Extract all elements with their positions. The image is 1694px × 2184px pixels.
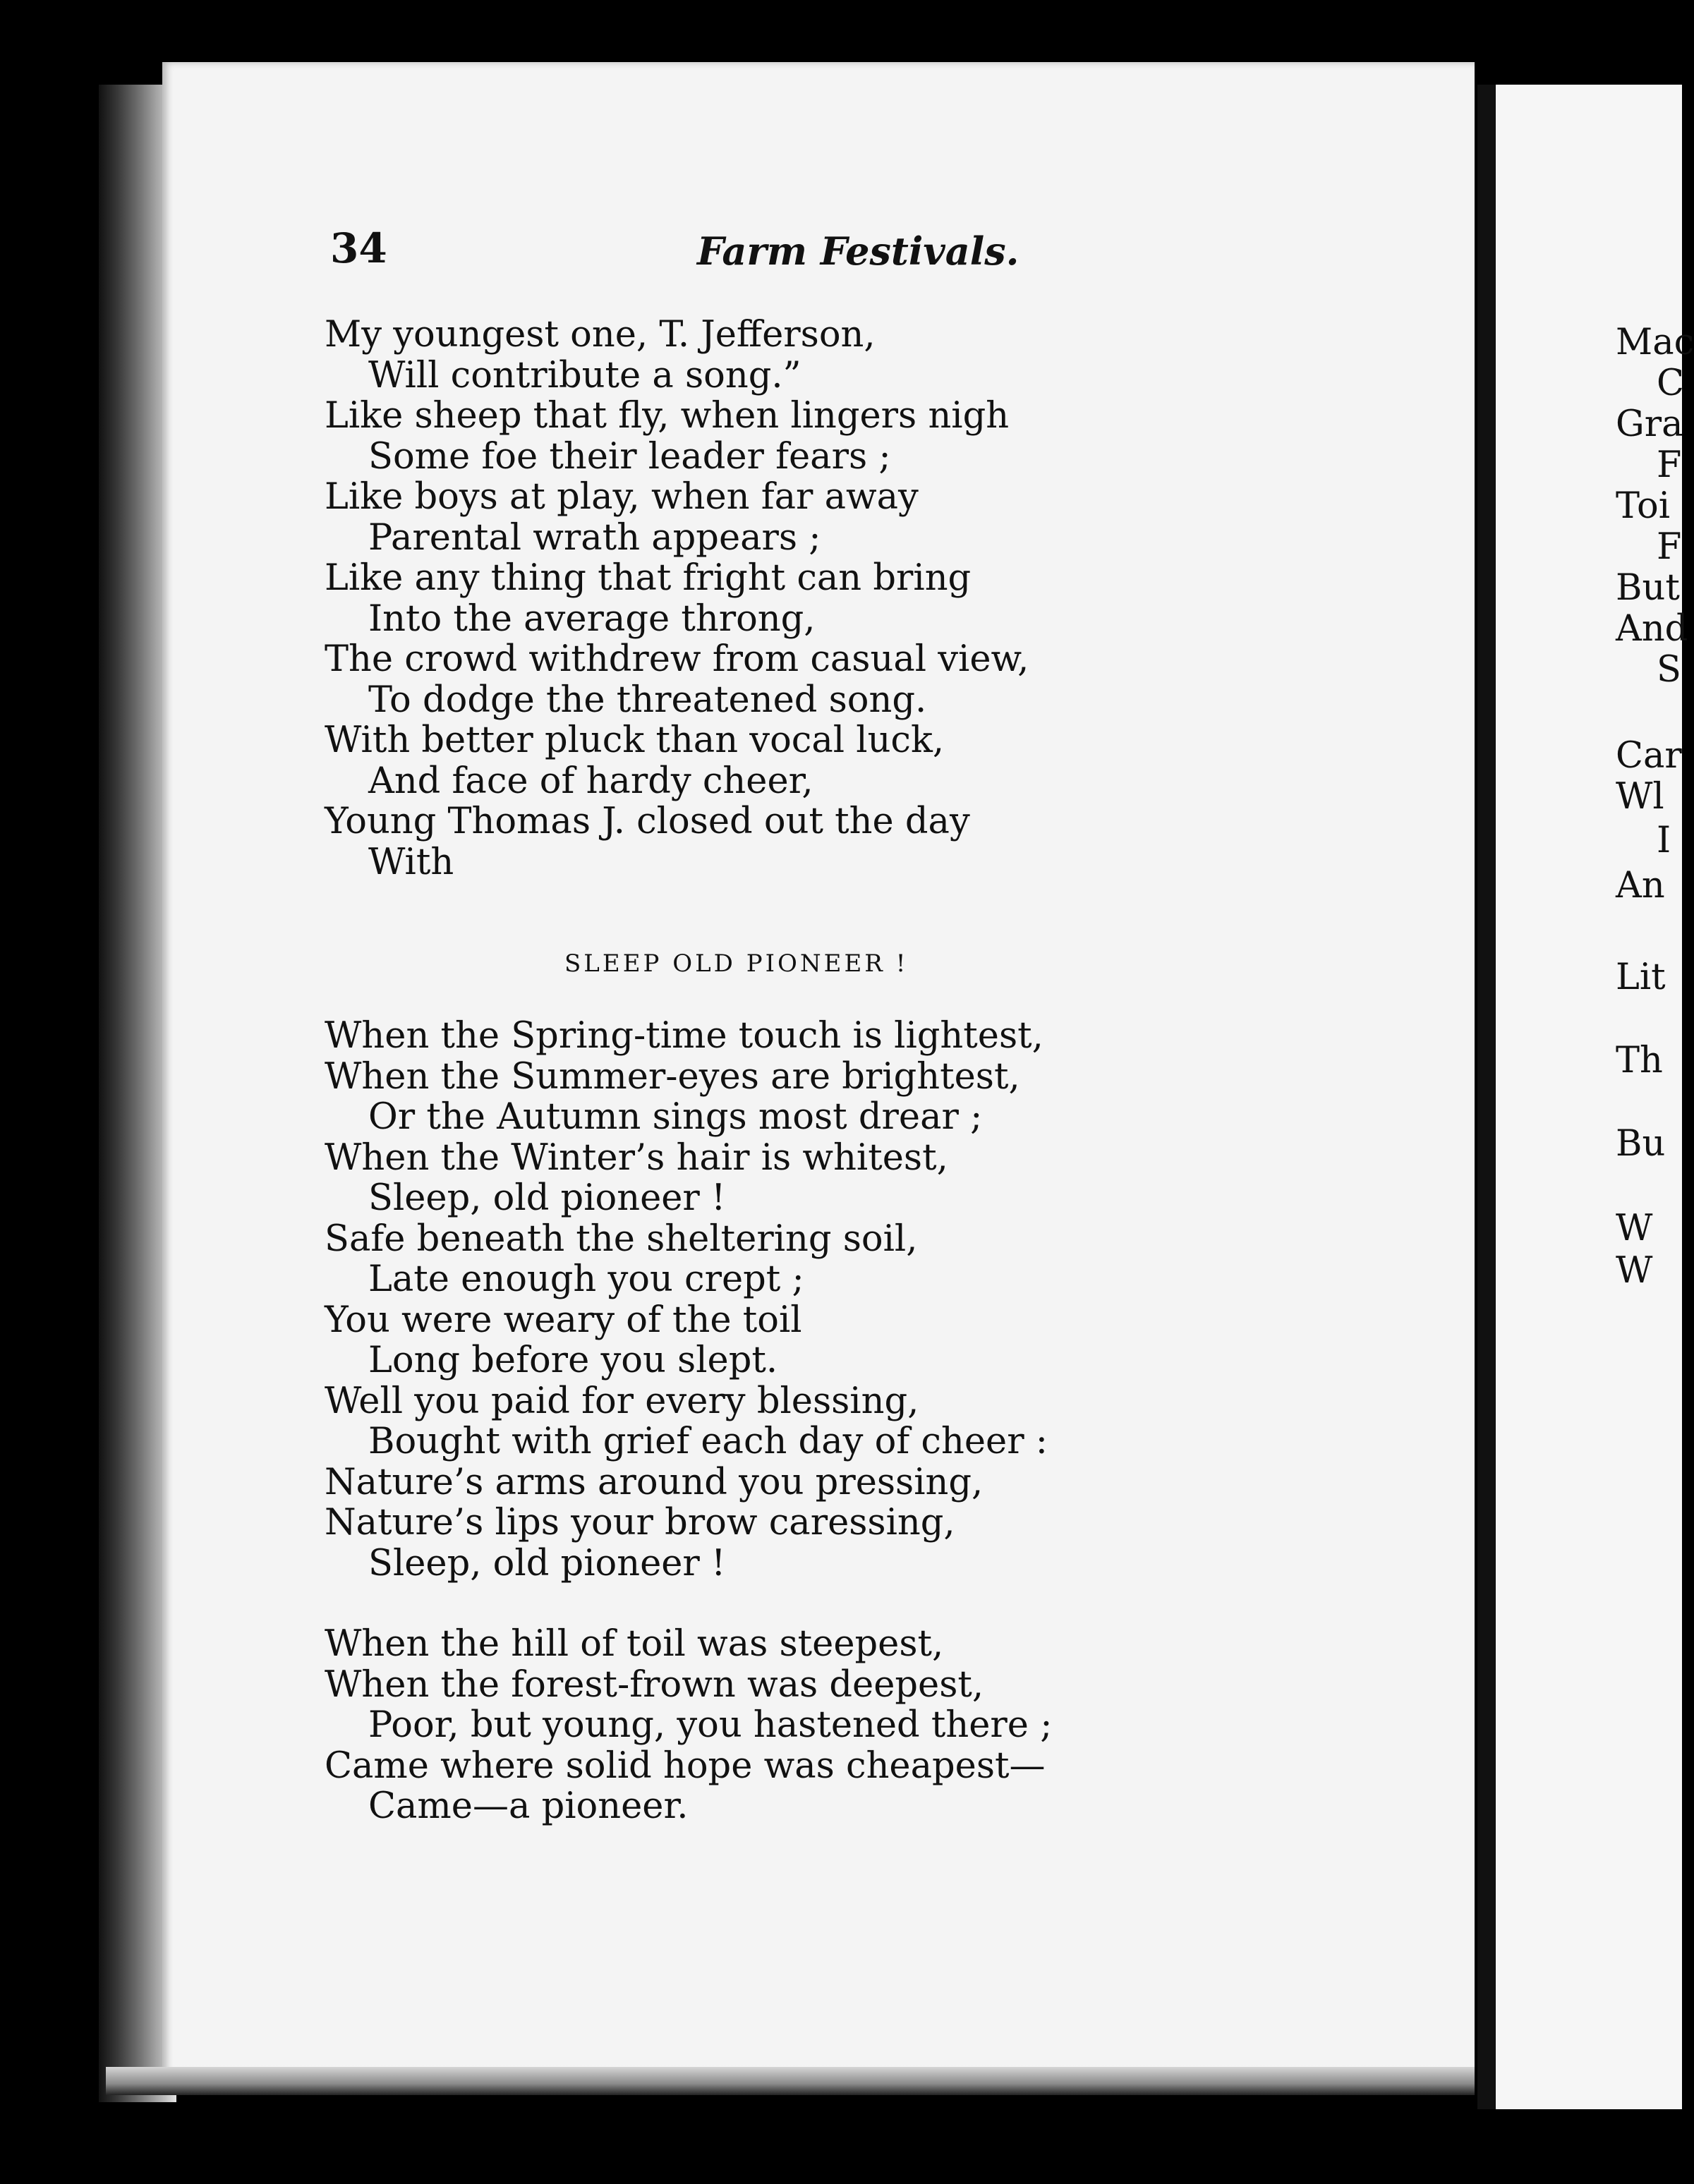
verse-line: Young Thomas J. closed out the day [325,801,970,842]
verse-line: Nature’s lips your brow caressing, [325,1502,955,1543]
verse-line: Came—a pioneer. [368,1785,689,1827]
verse-line: Late enough you crept ; [368,1258,804,1300]
poem-stanza [325,1624,1157,1827]
facing-page-fragment: I [1657,820,1671,861]
facing-page-fragment: An [1616,865,1665,906]
verse-line: You were weary of the toil [325,1299,802,1341]
verse-line: Poor, but young, you hastened there ; [368,1704,1053,1746]
facing-page-fragment: S [1657,649,1681,691]
verse-line: And face of hardy cheer, [368,760,813,802]
facing-page-fragment: Toi [1616,485,1671,527]
verse-line: Bought with grief each day of cheer : [368,1421,1048,1462]
facing-page-fragment: Car [1616,735,1682,777]
facing-page-fragment: Bu [1616,1123,1666,1165]
verse-line: Well you paid for every blessing, [325,1380,919,1422]
verse-line: When the hill of toil was steepest, [325,1623,944,1665]
verse-line: Like boys at play, when far away [325,476,919,518]
poem-title: SLEEP OLD PIONEER ! [564,950,909,978]
poem-stanza [325,1016,1157,1584]
verse-line: Like sheep that fly, when lingers nigh [325,395,1010,437]
verse-line: My youngest one, T. Jefferson, [325,314,876,356]
facing-page-fragment: F [1657,444,1682,486]
facing-page-fragment: C [1657,363,1685,404]
right-page [1496,85,1685,2109]
facing-page-fragment: Gra [1616,404,1683,445]
verse-line: Like any thing that fright can bring [325,557,972,599]
facing-page-fragment: F [1657,526,1682,568]
verse-line: Sleep, old pioneer ! [368,1177,726,1219]
verse-line: Parental wrath appears ; [368,516,821,559]
facing-page-fragment: W [1616,1250,1653,1292]
verse-line: To dodge the threatened song. [368,679,927,721]
stanza-break [325,1584,1157,1624]
facing-page-fragment: Wl [1616,776,1664,818]
verse-line: Long before you slept. [368,1340,778,1381]
page-header [330,224,1036,281]
facing-page-fragment: And [1616,608,1688,650]
verse-line: Or the Autumn sings most drear ; [368,1096,983,1138]
verse-line: When the Spring-time touch is lightest, [325,1015,1043,1057]
verse-line: With [368,841,454,883]
verse-line: With better pluck than vocal luck, [325,720,945,761]
verse-line: Some foe their leader fears ; [368,435,891,478]
facing-page-fragment: Mac [1616,322,1694,363]
verse-line: When the Summer-eyes are brightest, [325,1055,1020,1098]
verse-line: The crowd withdrew from casual view, [325,638,1029,680]
page-edge-bottom [106,2067,1475,2095]
facing-page-fragment: W [1616,1208,1653,1249]
verse-line: Into the average throng, [368,597,816,640]
intro-verse [325,315,1157,882]
verse-line: Will contribute a song.” [368,354,801,396]
verse-line: Safe beneath the sheltering soil, [325,1218,918,1260]
poem-body [325,1016,1157,1827]
facing-page-fragment: But [1616,567,1680,609]
running-title: Farm Festivals. [697,229,1020,274]
book-gutter [1477,85,1496,2109]
verse-line: When the Winter’s hair is whitest, [325,1136,948,1179]
page-number: 34 [330,224,387,272]
verse-line: Nature’s arms around you pressing, [325,1461,984,1503]
verse-line: When the forest-frown was deepest, [325,1663,984,1706]
facing-page-fragment: Th [1616,1040,1663,1081]
verse-line: Came where solid hope was cheapest— [325,1745,1046,1787]
verse-line: Sleep, old pioneer ! [368,1542,726,1584]
facing-page-fragment: Lit [1616,957,1666,998]
